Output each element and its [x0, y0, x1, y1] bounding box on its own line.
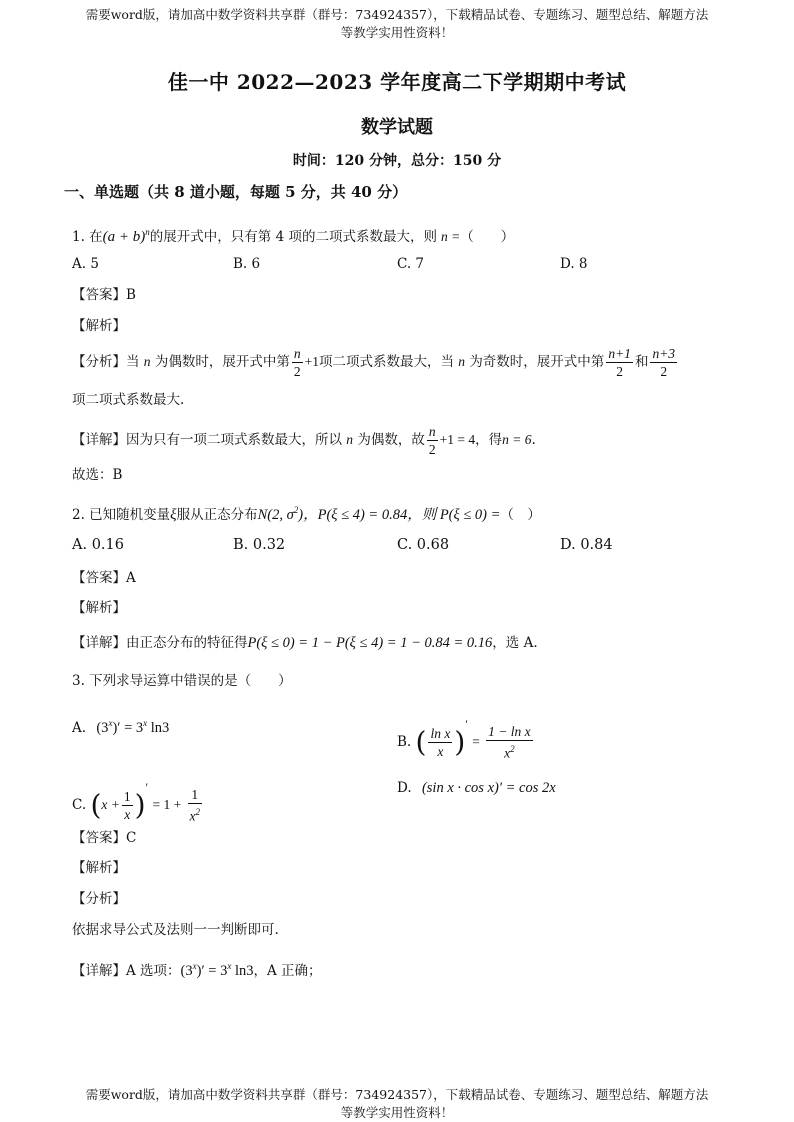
- q2-option-b: B. 0.32: [233, 537, 286, 553]
- q1-detail-e: n = 6: [502, 432, 532, 447]
- q1-analysis-label: [72, 316, 126, 336]
- q3-detail-expr-a: (3: [180, 962, 193, 979]
- q1-frac1-den: 2: [293, 364, 301, 379]
- q3-a-label: A.: [72, 719, 87, 736]
- q3-detail-sup2: x: [227, 961, 232, 971]
- footer-line-1: 需要word版，请加高中数学资料共享群（群号：734924357），下载精品试卷、专题练习、题型总结、解题方法: [85, 1087, 709, 1102]
- q2-detail-a: 由正态分布的特征得: [126, 635, 248, 651]
- q1-answer-value: B: [126, 287, 136, 303]
- q1-n: n: [143, 354, 151, 369]
- answer-label: 【答案】: [72, 287, 126, 303]
- header-line-1: 需要word版，请加高中数学资料共享群（群号：734924357），下载精品试卷、专题练习、题型总结、解题方法: [85, 7, 709, 22]
- q1-frac2-num: n+1: [608, 346, 631, 361]
- q1-fenxi: [72, 344, 679, 380]
- q3-a-lhs-sup: x: [108, 718, 113, 728]
- q2-detail: [72, 633, 538, 653]
- q2-option-c: C. 0.68: [397, 537, 450, 553]
- q1-choose-value: B: [112, 467, 123, 483]
- q3-c-label: C.: [72, 797, 87, 813]
- q2-xi: ξ: [170, 506, 177, 523]
- q2-blank: （ ）: [500, 506, 541, 523]
- q1-detail-frac-den: 2: [428, 442, 436, 457]
- q1-option-a: A. 5: [72, 256, 99, 272]
- q2-detail-b: ，选 A.: [492, 635, 538, 651]
- q1-detail-frac-num: n: [428, 424, 436, 439]
- question-2-stem: [72, 500, 541, 525]
- q3-c-rden: x: [189, 808, 196, 824]
- q3-detail-b: ，A 正确；: [253, 962, 322, 979]
- choose-label: 故选：: [72, 467, 113, 483]
- q1-he: 和: [634, 354, 649, 370]
- q1-var: n =: [440, 229, 461, 244]
- detail-label: 【详解】: [72, 432, 126, 448]
- q1-frac-n-plus-1: [606, 345, 633, 380]
- section-heading: 一、单选题（共 8 道小题，每题 5 分，共 40 分）: [64, 183, 408, 201]
- analysis-label-2: 【解析】: [72, 600, 126, 616]
- q3-c-rden-sup: 2: [195, 807, 200, 818]
- q3-b-label: B.: [397, 734, 412, 750]
- q2-cond: ，P(ξ ≤ 4) = 0.84: [303, 506, 408, 523]
- analysis-label: 【解析】: [72, 318, 126, 334]
- q2-answer-value: A: [126, 570, 136, 586]
- q1-detail: [72, 422, 536, 458]
- q3-analysis-label: [72, 858, 126, 878]
- question-1-stem: [72, 222, 514, 247]
- q3-a-lhs: (3: [96, 719, 109, 736]
- fenxi-label-3: 【分析】: [72, 891, 126, 907]
- page-footer: [0, 1086, 794, 1122]
- q3-c-prime: ′: [145, 780, 149, 794]
- fenxi-label: 【分析】: [72, 354, 126, 370]
- q1-option-c: C. 7: [397, 256, 425, 272]
- q3-detail-a: A 选项：: [126, 962, 181, 979]
- q1-expr-text: (a + b): [102, 229, 146, 245]
- exam-subtitle: 数学试题: [361, 117, 433, 138]
- q3-answer-value: C: [126, 830, 137, 846]
- q3-option-b: B. ( $\frac{\text{ln x}}{x}$ )′ = $\frac{\text{1 − ln x}}{x^2}$: [397, 717, 531, 761]
- q1-option-b: B. 6: [233, 256, 261, 272]
- q1-expr: [103, 229, 150, 245]
- analysis-label-3: 【解析】: [72, 860, 126, 876]
- header-line-2: 等教学实用性资料！: [340, 25, 454, 40]
- q3-fenxi-label: [72, 889, 126, 909]
- q1-detail-a: 因为只有一项二项式系数最大，所以: [126, 432, 342, 448]
- q3-fenxi-text: 依据求导公式及法则一一判断即可.: [72, 922, 279, 938]
- q3-detail: [72, 956, 322, 981]
- question-3-stem: 3. 下列求导运算中错误的是（ ）: [72, 673, 292, 689]
- q1-option-d: D. 8: [560, 256, 588, 272]
- q3-b-rden: x: [504, 745, 511, 761]
- q1-pre: 1. 在: [72, 229, 103, 245]
- exam-title: 佳一中 2022—2023 学年度高二下学期期中考试: [167, 70, 627, 94]
- q1-detail-d: ，得: [475, 432, 503, 448]
- q3-b-eq: =: [472, 734, 480, 749]
- q3-b-rnum: 1 − ln x: [488, 724, 531, 740]
- q3-b-prime: ′: [465, 717, 468, 731]
- q1-n-3: n: [346, 432, 354, 447]
- q3-option-a: [72, 718, 169, 737]
- answer-label-2: 【答案】: [72, 570, 126, 586]
- footer-line-2: 等教学实用性资料！: [340, 1105, 454, 1120]
- q1-choose: [72, 465, 122, 485]
- q3-option-d: [397, 780, 556, 797]
- q1-frac1-num: n: [293, 346, 301, 361]
- q2-dist-sup: 2: [293, 505, 299, 515]
- q1-frac-n-plus-3: [650, 345, 677, 380]
- q3-c-a: x +: [101, 797, 120, 812]
- q2-analysis-label: [72, 598, 126, 618]
- q3-b-den: x: [437, 744, 444, 759]
- q3-a-end: ln3: [147, 719, 170, 736]
- q3-option-c: C. (x + $\frac{1}{x}$ )′ = 1 + $\frac{1}{x^2}$: [72, 780, 200, 824]
- q1-post: 的展开式中，只有第 4 项的二项式系数最大，则: [149, 229, 437, 245]
- q1-blank: （ ）: [460, 229, 515, 245]
- q1-detail-c: +1 = 4: [439, 432, 476, 447]
- q1-fenxi-b: 为偶数时，展开式中第: [154, 354, 290, 370]
- q2-option-d: D. 0.84: [560, 537, 613, 553]
- q2-ask: ，则 P(ξ ≤ 0) =: [407, 506, 501, 523]
- q3-detail-sup1: x: [192, 961, 197, 971]
- q2-option-a: A. 0.16: [72, 537, 124, 553]
- q3-b-rden-sup: 2: [510, 744, 515, 755]
- q1-exp: n: [145, 227, 150, 237]
- q1-frac3-num: n+3: [652, 346, 676, 361]
- q1-fenxi-d: 项二项式系数最大，当: [318, 354, 454, 370]
- q3-a-mid-sup: x: [143, 718, 148, 728]
- q3-detail-expr-c: ln3: [231, 962, 254, 979]
- q2-detail-expr: P(ξ ≤ 0) = 1 − P(ξ ≤ 4) = 1 − 0.84 = 0.16: [247, 635, 493, 651]
- q1-fenxi-c: +1: [304, 354, 319, 369]
- q1-detail-b: 为偶数，故: [357, 432, 425, 448]
- q1-fenxi-a: 当: [126, 354, 140, 370]
- q3-d-expr: (sin x · cos x)′ = cos 2x: [421, 780, 556, 796]
- q1-frac2-den: 2: [616, 364, 623, 379]
- q3-d-label: D.: [397, 780, 412, 796]
- q1-n-2: n: [458, 354, 466, 369]
- q3-answer: [72, 828, 136, 848]
- detail-label-2: 【详解】: [72, 635, 126, 651]
- time-info: 时间：120 分钟，总分：150 分: [292, 153, 502, 169]
- answer-label-3: 【答案】: [72, 830, 126, 846]
- detail-label-3: 【详解】: [72, 962, 126, 979]
- q3-detail-expr-b: )′ = 3: [196, 962, 228, 979]
- q3-a-mid: )′ = 3: [112, 719, 144, 736]
- q2-dist-end: ): [298, 506, 304, 523]
- page-header: [0, 6, 794, 42]
- q3-c-eq: = 1 +: [152, 797, 182, 812]
- q1-fenxi-line2: 项二项式系数最大.: [72, 392, 185, 408]
- q3-c-fden: x: [124, 807, 131, 822]
- q2-answer: [72, 568, 136, 588]
- q2-mid: 服从正态分布: [176, 506, 258, 523]
- q1-frac3-den: 2: [660, 364, 668, 379]
- q2-dist: N(2, σ: [257, 506, 294, 523]
- q1-detail-frac: [427, 423, 438, 458]
- q3-c-fnum: 1: [123, 789, 131, 804]
- q1-frac-n-over-2: [292, 345, 303, 380]
- q1-answer: [72, 285, 136, 305]
- q1-detail-f: .: [531, 432, 536, 448]
- q2-pre: 2. 已知随机变量: [72, 506, 171, 523]
- q1-fenxi-e: 为奇数时，展开式中第: [469, 354, 605, 370]
- q3-b-num: ln x: [430, 726, 451, 741]
- q3-c-rnum: 1: [188, 786, 203, 804]
